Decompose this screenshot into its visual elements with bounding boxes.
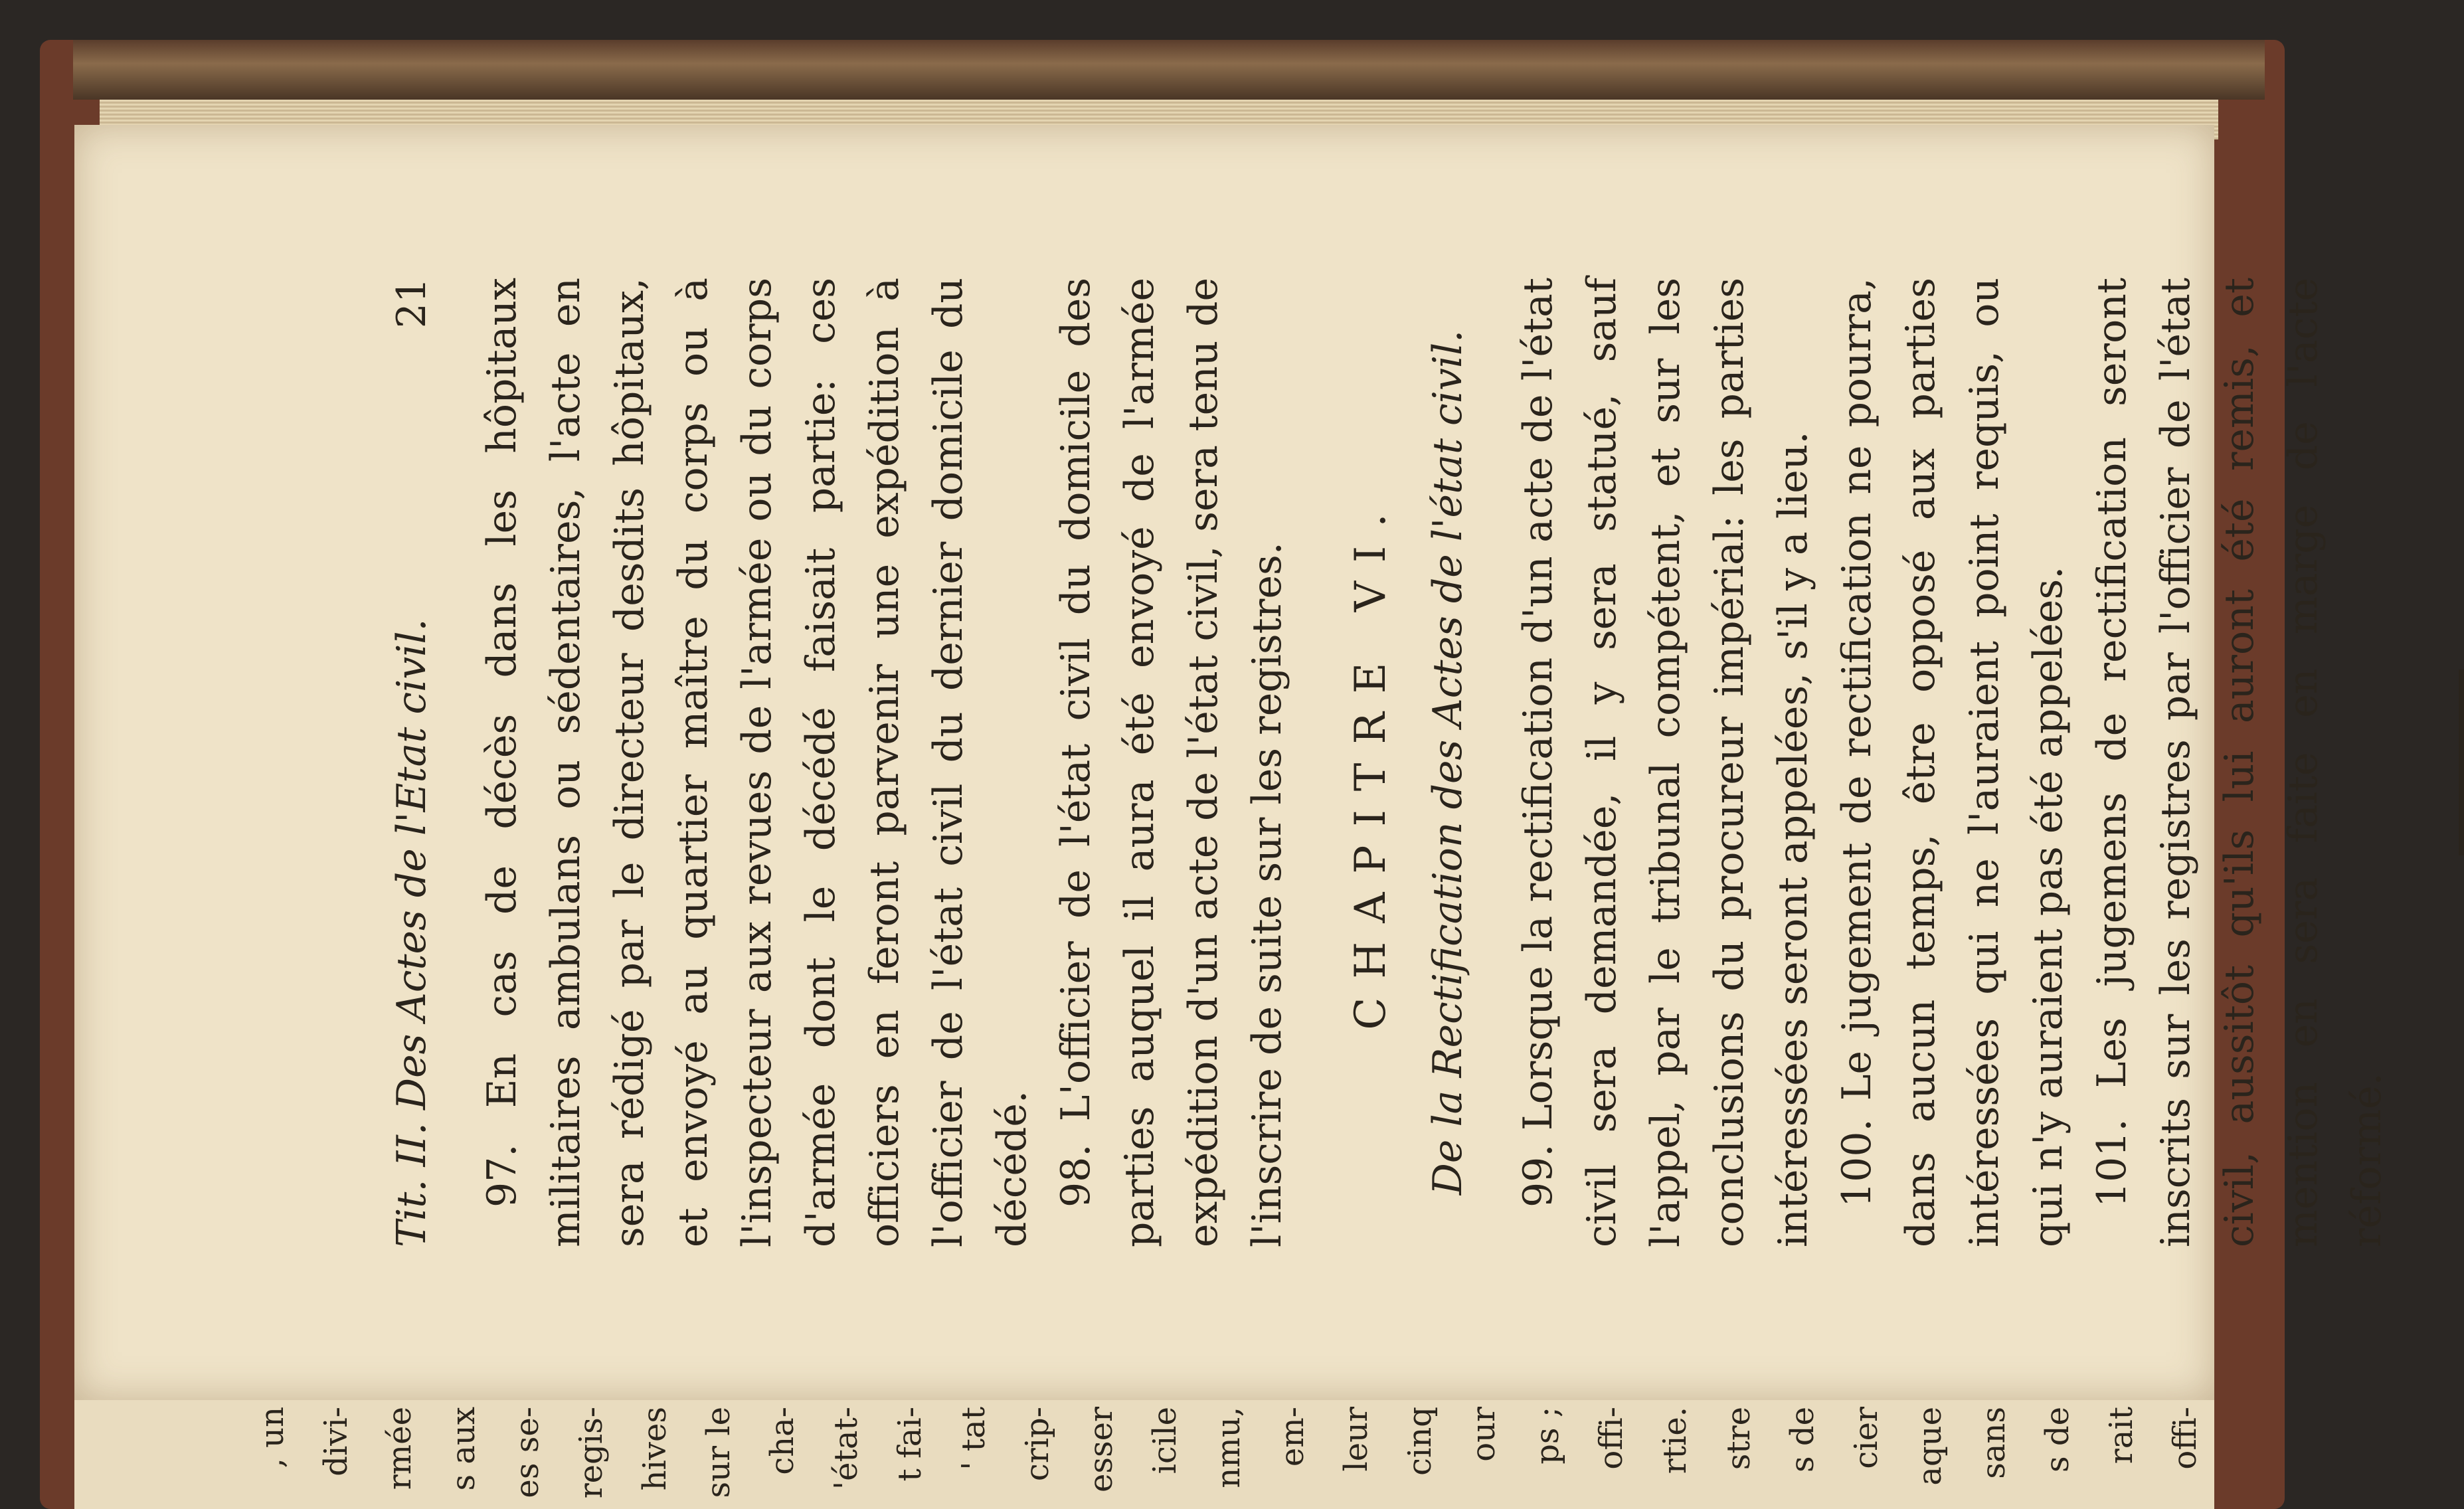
running-title: Tit. II. Des Actes de l'Etat civil. — [389, 618, 435, 1247]
facing-line-fragment: cier — [1848, 1407, 1885, 1469]
chapter-heading: CHAPITRE VI. — [1346, 495, 1395, 1030]
facing-line-fragment: s aux — [445, 1407, 482, 1491]
facing-line-fragment: crip- — [1019, 1407, 1056, 1482]
facing-line-fragment: our — [1465, 1407, 1502, 1462]
facing-line-fragment: icile — [1146, 1407, 1184, 1474]
article-100: 100. Le jugement de rectification ne pourra, dans aucun temps, être opposé aux parties intéressées qui ne l'auraient point requis, ou qui n'y auraient pas été appelées. — [1834, 278, 2071, 1247]
facing-line-fragment: sur le — [700, 1407, 737, 1498]
facing-line-fragment: s de — [1784, 1407, 1821, 1473]
chapter-subtitle: De la Rectification des Actes de l'état civil. — [1425, 329, 1471, 1196]
facing-line-fragment: leur — [1338, 1407, 1375, 1472]
facing-line-fragment: rtie. — [1656, 1407, 1694, 1474]
facing-line-fragment: ' tat — [955, 1407, 992, 1470]
facing-line-fragment: cinq — [1401, 1407, 1439, 1476]
facing-line-fragment: regis- — [572, 1407, 610, 1499]
facing-line-fragment: rmée — [381, 1407, 418, 1490]
facing-page-fragments — [240, 1407, 2217, 1500]
facing-line-fragment: esser — [1083, 1407, 1120, 1493]
facing-line-fragment: nmu, — [1210, 1407, 1247, 1488]
page-number: 21 — [389, 278, 435, 329]
section-end-rule — [2459, 669, 2464, 855]
facing-line-fragment: aque — [1911, 1407, 1949, 1486]
rotated-page-content — [74, 125, 2390, 1400]
facing-line-fragment: offi- — [1593, 1407, 1630, 1470]
facing-line-fragment: em- — [1274, 1407, 1311, 1467]
facing-line-fragment: ps ; — [1529, 1407, 1566, 1465]
facing-line-fragment: , un — [254, 1407, 291, 1468]
facing-line-fragment: offi- — [2166, 1407, 2204, 1470]
article-97: 97. En cas de décès dans les hôpitaux militaires ambulans ou sédentaires, l'acte en sera rédigé par le directeur desdits hôpitaux, et envoyé au quartier maître du corps ou à l'inspecteur aux revues de l'armée ou du corps d'armée dont le décédé faisait partie: ces officiers en feront parvenir une expédition à l'officier de l'état civil du dernier domicile du décédé. — [479, 278, 1035, 1247]
facing-page-rotated — [74, 1400, 2214, 1509]
facing-line-fragment: cha- — [764, 1407, 801, 1475]
facing-page — [74, 1400, 2214, 1509]
facing-line-fragment: divi- — [317, 1407, 355, 1476]
facing-line-fragment: hives — [636, 1407, 673, 1491]
page-block-edge — [73, 40, 2265, 100]
right-page — [74, 125, 2390, 1400]
facing-line-fragment: sans — [1975, 1407, 2012, 1479]
article-101: 101. Les jugemens de rectification seront inscrits sur les registres par l'officier de l'état civil, aussitôt qu'ils lui auront été remis, et mention en sera faite en marge de l'acte réformé. — [2089, 278, 2390, 1247]
facing-line-fragment: rait — [2103, 1407, 2140, 1465]
facing-line-fragment: s de — [2039, 1407, 2076, 1473]
running-header — [380, 278, 444, 1247]
facing-line-fragment: es se- — [509, 1407, 546, 1498]
facing-line-fragment: 'état- — [828, 1407, 865, 1490]
facing-line-fragment: stre — [1720, 1407, 1757, 1470]
page-text-block — [380, 278, 2464, 1247]
article-98: 98. L'officier de l'état civil du domicile des parties auquel il aura été envoyé de l'armée expédition d'un acte de l'état civil, sera tenu de l'inscrire de suite sur les registres. — [1053, 278, 1290, 1247]
facing-line-fragment: t fai- — [891, 1407, 928, 1482]
article-99: 99. Lorsque la rectification d'un acte de l'état civil sera demandée, il y sera statué, sauf l'appel, par le tribunal compétent, et sur les conclusions du procureur impérial: les parties intéressées seront appelées, s'il y a lieu. — [1515, 278, 1816, 1247]
